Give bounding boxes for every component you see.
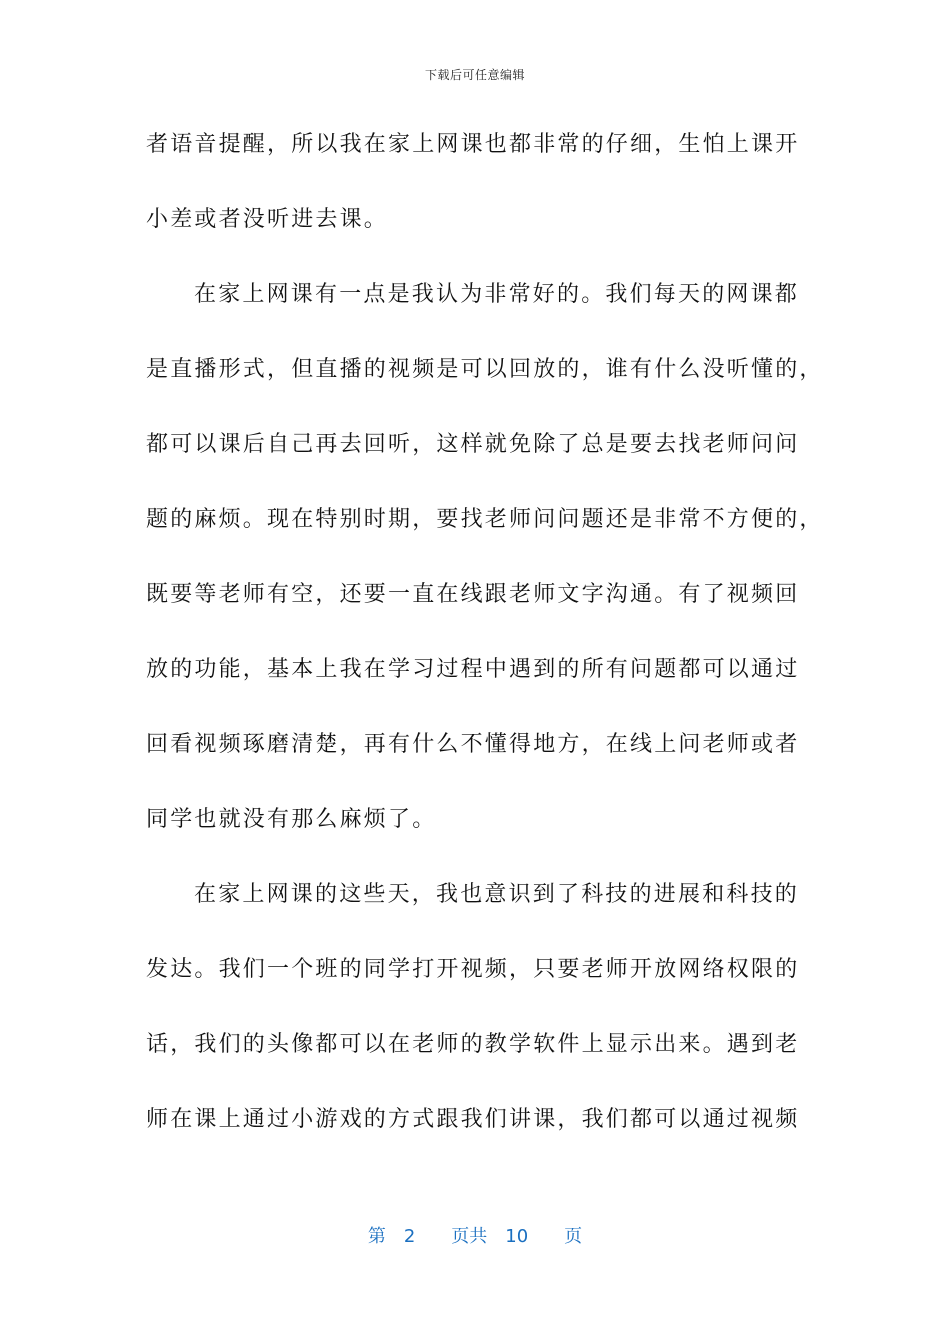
document-body (146, 122, 824, 1172)
body-line: 发达。我们一个班的同学打开视频，只要老师开放网络权限的 (146, 957, 800, 982)
paragraph-start-line: 在家上网课有一点是我认为非常好的。我们每天的网课都 (194, 282, 800, 307)
body-line: 是直播形式，但直播的视频是可以回放的，谁有什么没听懂的， (146, 357, 824, 382)
body-line: 既要等老师有空，还要一直在线跟老师文字沟通。有了视频回 (146, 582, 800, 607)
paragraph-start-line: 在家上网课的这些天，我也意识到了科技的进展和科技的 (194, 882, 800, 907)
page-header-note: 下载后可任意编辑 (424, 68, 525, 82)
footer-middle: 页共 (451, 1226, 488, 1247)
body-line: 放的功能，基本上我在学习过程中遇到的所有问题都可以通过 (146, 657, 800, 682)
footer-prefix: 第 (367, 1226, 386, 1247)
footer-current-page: 2 (403, 1226, 416, 1247)
body-line: 同学也就没有那么麻烦了。 (146, 807, 437, 832)
body-line: 者语音提醒，所以我在家上网课也都非常的仔细，生怕上课开 (146, 132, 800, 157)
body-line: 回看视频琢磨清楚，再有什么不懂得地方，在线上问老师或者 (146, 732, 800, 757)
body-line: 题的麻烦。现在特别时期，要找老师问问题还是非常不方便的， (146, 507, 824, 532)
body-line: 师在课上通过小游戏的方式跟我们讲课，我们都可以通过视频 (146, 1107, 800, 1132)
footer-suffix: 页 (564, 1226, 583, 1247)
body-line: 话，我们的头像都可以在老师的教学软件上显示出来。遇到老 (146, 1032, 800, 1057)
body-line: 小差或者没听进去课。 (146, 207, 389, 232)
page-footer (0, 1222, 950, 1248)
footer-total-pages: 10 (505, 1226, 529, 1247)
body-line: 都可以课后自己再去回听，这样就免除了总是要去找老师问问 (146, 432, 800, 457)
